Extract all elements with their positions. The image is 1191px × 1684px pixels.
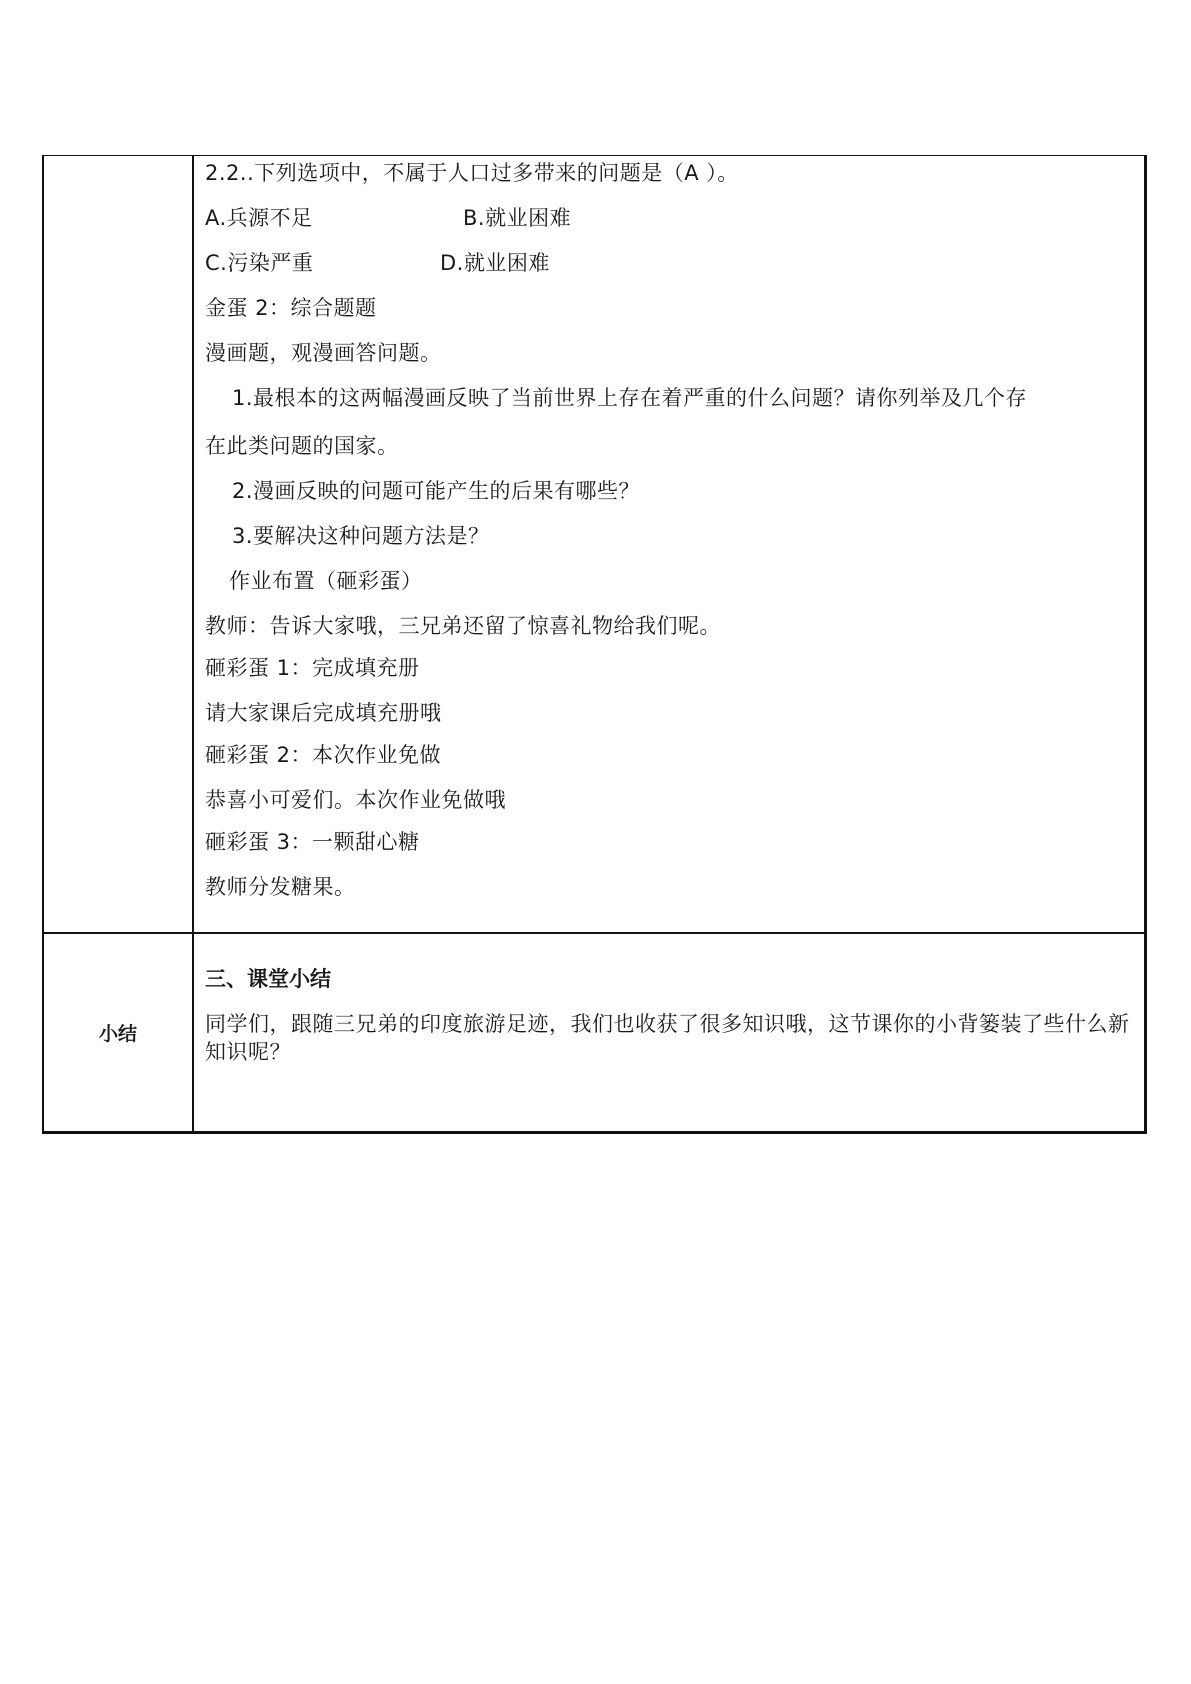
egg-2-title: 砸彩蛋 2：本次作业免做: [205, 743, 442, 767]
table-row: [43, 156, 1146, 934]
row-content-cell: [193, 156, 1146, 934]
option-c: C.污染严重: [205, 251, 314, 275]
summary-content-cell: [193, 933, 1146, 1133]
comic-question-1: 1.最根本的这两幅漫画反映了当前世界上存在着严重的什么问题？请你列举及几个存: [232, 386, 1028, 410]
comic-question-3: 3.要解决这种问题方法是？: [232, 524, 490, 548]
lesson-plan-table: [42, 155, 1147, 1134]
question-text: 2.2..下列选项中，不属于人口过多带来的问题是（A ）。: [205, 161, 739, 185]
egg-2-text: 恭喜小可爱们。本次作业免做哦: [205, 788, 506, 812]
egg-3-title: 砸彩蛋 3：一颗甜心糖: [205, 830, 420, 854]
comic-intro: 漫画题，观漫画答问题。: [205, 341, 442, 365]
option-a: A.兵源不足: [205, 206, 313, 230]
option-b: B.就业困难: [463, 206, 572, 230]
comic-question-1-continued: 在此类问题的国家。: [205, 434, 399, 458]
options-row-1: [205, 206, 1134, 230]
homework-heading: 作业布置（砸彩蛋）: [229, 569, 423, 593]
options-row-2: [205, 251, 1134, 275]
summary-text: 同学们，跟随三兄弟的印度旅游足迹，我们也收获了很多知识哦，这节课你的小背篓装了些什么新知识呢？: [205, 1012, 1130, 1064]
golden-egg-heading: 金蛋 2：综合题题: [205, 296, 377, 320]
egg-1-text: 请大家课后完成填充册哦: [205, 701, 442, 725]
summary-title: 三、课堂小结: [205, 967, 331, 991]
row-label-cell: [43, 156, 193, 934]
option-d: D.就业困难: [440, 251, 550, 275]
comic-question-2: 2.漫画反映的问题可能产生的后果有哪些？: [232, 479, 641, 503]
teacher-remark: 教师：告诉大家哦，三兄弟还留了惊喜礼物给我们呢。: [205, 614, 721, 638]
table-row: [43, 933, 1146, 1133]
egg-3-text: 教师分发糖果。: [205, 875, 356, 899]
summary-label: 小结: [43, 933, 193, 1133]
egg-1-title: 砸彩蛋 1：完成填充册: [205, 656, 420, 680]
